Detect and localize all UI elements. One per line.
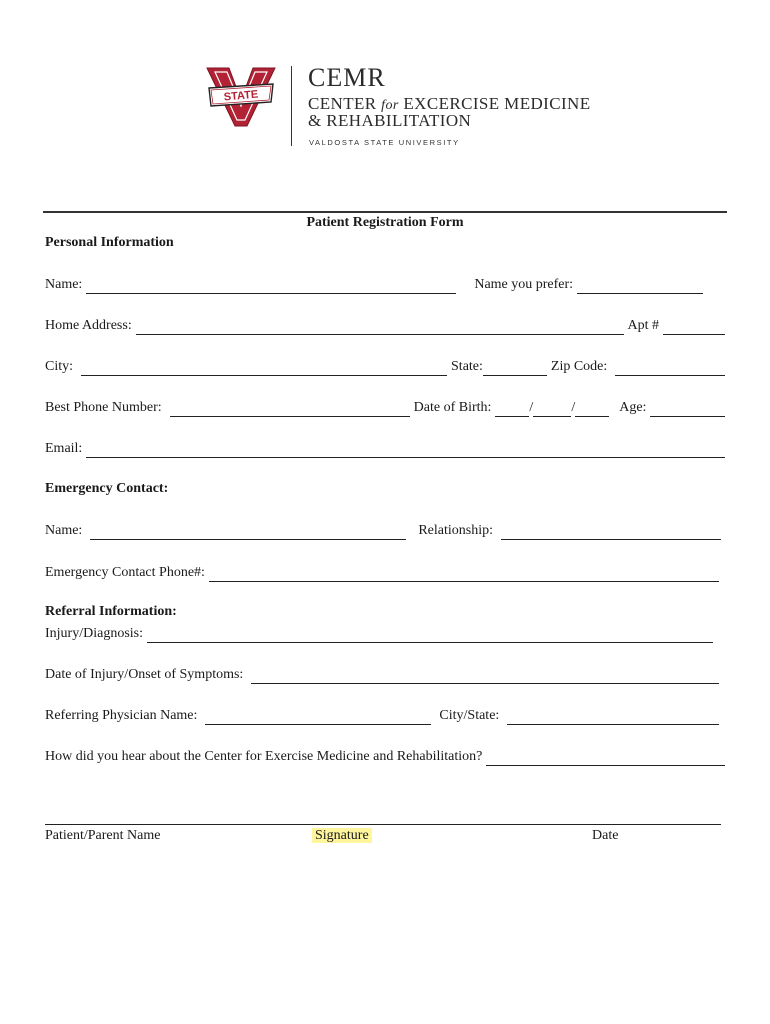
- emergency-contact-heading: Emergency Contact:: [45, 481, 169, 496]
- state-field[interactable]: [483, 362, 547, 376]
- dob-separator: /: [529, 400, 534, 415]
- email-label: Email:: [45, 441, 83, 456]
- ec-phone-field[interactable]: [209, 568, 719, 582]
- logo-university: VALDOSTA STATE UNIVERSITY: [309, 138, 460, 147]
- cemr-logo: [205, 62, 605, 152]
- signature-caption: [312, 826, 372, 846]
- ec-phone-row: [45, 562, 725, 582]
- city-state-label: City/State:: [439, 708, 500, 723]
- form-title: Patient Registration Form: [306, 215, 464, 230]
- referral-source-row: [45, 746, 725, 766]
- seal-text: STATE: [223, 88, 259, 104]
- physician-row: [45, 705, 725, 725]
- ec-phone-label: Emergency Contact Phone#:: [45, 565, 205, 580]
- referral-source-label: How did you hear about the Center for Exercise Medicine and Rehabilitation?: [45, 749, 483, 764]
- patient-name-caption: Patient/Parent Name: [45, 828, 161, 843]
- ec-name-field[interactable]: [90, 526, 406, 540]
- zip-label: Zip Code:: [550, 359, 608, 374]
- age-field[interactable]: [650, 403, 725, 417]
- city-state-field[interactable]: [507, 711, 719, 725]
- valdosta-state-v-logo: [205, 66, 277, 128]
- top-rule: [43, 211, 727, 213]
- date-caption: Date: [592, 828, 619, 843]
- name-label: Name:: [45, 277, 83, 292]
- ec-name-row: [45, 520, 725, 540]
- dob-label: Date of Birth:: [413, 400, 492, 415]
- phone-row: [45, 397, 725, 417]
- logo-line1: CENTER for EXCERCISE MEDICINE: [308, 94, 591, 113]
- city-field[interactable]: [81, 362, 447, 376]
- logo-acronym: CEMR: [308, 63, 386, 92]
- physician-field[interactable]: [205, 711, 431, 725]
- phone-label: Best Phone Number:: [45, 400, 162, 415]
- name-row: [45, 274, 725, 294]
- dob-month-field[interactable]: [495, 403, 529, 417]
- referral-source-field[interactable]: [486, 752, 725, 766]
- zip-field[interactable]: [615, 362, 725, 376]
- email-field[interactable]: [86, 444, 725, 458]
- preferred-name-label: Name you prefer:: [474, 277, 574, 292]
- logo-line2: & REHABILITATION: [308, 111, 472, 130]
- phone-field[interactable]: [170, 403, 410, 417]
- home-address-row: [45, 315, 725, 335]
- personal-info-heading: Personal Information: [45, 235, 174, 250]
- signature-highlight[interactable]: Signature: [312, 828, 372, 843]
- signature-line[interactable]: [45, 824, 721, 825]
- injury-label: Injury/Diagnosis:: [45, 626, 143, 641]
- dob-year-field[interactable]: [575, 403, 609, 417]
- injury-row: [45, 623, 725, 643]
- name-field[interactable]: [86, 280, 456, 294]
- physician-label: Referring Physician Name:: [45, 708, 198, 723]
- injury-date-label: Date of Injury/Onset of Symptoms:: [45, 667, 244, 682]
- dob-separator: /: [571, 400, 576, 415]
- relationship-field[interactable]: [501, 526, 721, 540]
- referral-info-heading: Referral Information:: [45, 604, 177, 619]
- preferred-name-field[interactable]: [577, 280, 703, 294]
- logo-divider: [291, 66, 292, 146]
- injury-field[interactable]: [147, 629, 713, 643]
- state-label: State:: [451, 359, 483, 374]
- relationship-label: Relationship:: [418, 523, 493, 538]
- home-address-field[interactable]: [136, 321, 624, 335]
- injury-date-row: [45, 664, 725, 684]
- injury-date-field[interactable]: [251, 670, 719, 684]
- age-label: Age:: [619, 400, 647, 415]
- apt-label: Apt #: [627, 318, 659, 333]
- ec-name-label: Name:: [45, 523, 83, 538]
- home-address-label: Home Address:: [45, 318, 132, 333]
- apt-field[interactable]: [663, 321, 725, 335]
- dob-day-field[interactable]: [533, 403, 571, 417]
- city-row: [45, 356, 725, 376]
- email-row: [45, 438, 725, 458]
- city-label: City:: [45, 359, 74, 374]
